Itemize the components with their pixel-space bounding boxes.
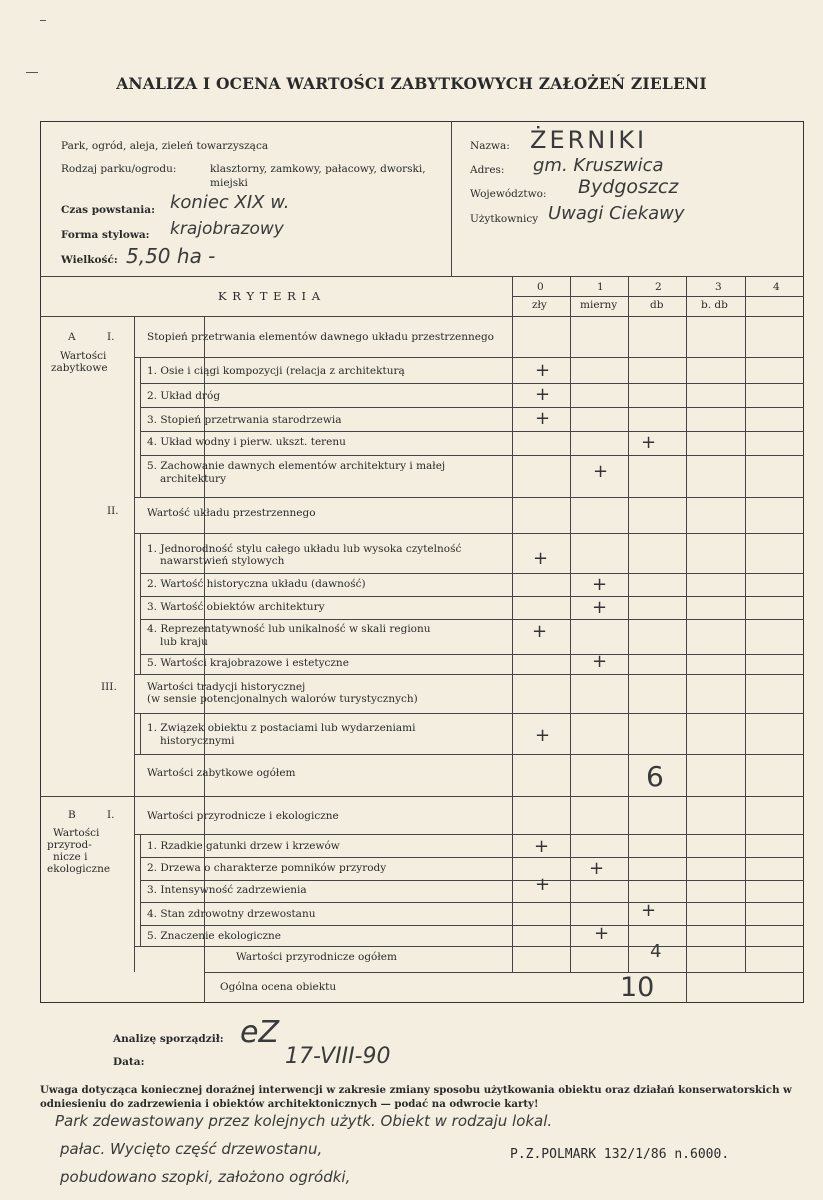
score-col-1-line bbox=[570, 276, 571, 972]
section-a-group1-title: Stopień przetrwania elementów dawnego układu przestrzennego bbox=[147, 331, 494, 343]
section-a-total-value: 6 bbox=[646, 760, 664, 793]
section-a-name-1: Wartości bbox=[60, 350, 107, 362]
czas-value: koniec XIX w. bbox=[170, 192, 290, 213]
criteria-header-bottom bbox=[40, 316, 804, 317]
score-mark: + bbox=[594, 923, 610, 944]
score-mark: + bbox=[592, 597, 608, 618]
row-divider bbox=[140, 383, 804, 384]
uzytkownicy-label: Użytkownicy bbox=[470, 213, 539, 225]
score-mark: + bbox=[532, 621, 548, 642]
overall-label: Ogólna ocena obiektu bbox=[220, 981, 337, 993]
score-mark: + bbox=[535, 725, 551, 746]
section-b-name-3: nicze i bbox=[53, 851, 88, 863]
criteria-header-label: K R Y T E R I A bbox=[218, 289, 322, 303]
rodzaj-label: Rodzaj parku/ogrodu: bbox=[61, 163, 177, 175]
row-divider bbox=[140, 619, 804, 620]
overall-value: 10 bbox=[620, 972, 655, 1003]
section-b-items-line bbox=[140, 834, 141, 946]
a2-row-4-label: 4. Reprezentatywność lub unikalność w skali regionu bbox=[147, 623, 431, 635]
a2-row-5-label: 5. Wartości krajobrazowe i estetyczne bbox=[147, 657, 349, 669]
section-a-group2-title: Wartość układu przestrzennego bbox=[147, 507, 316, 519]
row-divider bbox=[140, 654, 804, 655]
score-mark: + bbox=[535, 408, 551, 429]
section-a-letter: A bbox=[68, 331, 76, 343]
score-mark: + bbox=[535, 360, 551, 381]
wielkosc-value: 5,50 ha - bbox=[126, 244, 216, 268]
section-b-letter: B bbox=[68, 809, 76, 821]
score-mark: + bbox=[535, 384, 551, 405]
section-a-bottom bbox=[40, 796, 804, 797]
section-a-group1-num: I. bbox=[107, 331, 115, 343]
b-row-1-label: 1. Rzadkie gatunki drzew i krzewów bbox=[147, 840, 340, 852]
b-row-2-label: 2. Drzewa o charakterze pomników przyrody bbox=[147, 862, 387, 874]
a3-row-1-label-2: historycznymi bbox=[160, 735, 235, 747]
b-row-4-label: 4. Stan zdrowotny drzewostanu bbox=[147, 908, 316, 920]
group2-bottom bbox=[134, 674, 804, 675]
section-b-total-label: Wartości przyrodnicze ogółem bbox=[236, 951, 397, 963]
score-mark: + bbox=[593, 461, 609, 482]
group3-items-line bbox=[140, 713, 141, 754]
header-divider bbox=[40, 276, 804, 277]
adres-value: gm. Kruszwica bbox=[533, 155, 664, 176]
score-col-2-line bbox=[628, 276, 629, 972]
section-b-name-2: przyrod- bbox=[47, 839, 92, 851]
section-b-num: I. bbox=[107, 809, 115, 821]
score-mark: + bbox=[592, 651, 608, 672]
wojewodztwo-label: Województwo: bbox=[470, 188, 547, 200]
rodzaj-options: klasztorny, zamkowy, pałacowy, dworski, bbox=[210, 163, 426, 175]
col-1-num: 1 bbox=[597, 281, 604, 293]
col-4-num: 4 bbox=[773, 281, 780, 293]
nazwa-label: Nazwa: bbox=[470, 140, 510, 152]
a1-row-1-label: 1. Osie i ciągi kompozycji (relacja z architekturą bbox=[147, 365, 405, 377]
row-divider bbox=[140, 573, 804, 574]
section-b-name-1: Wartości bbox=[53, 827, 100, 839]
group2-items-line bbox=[140, 533, 141, 674]
handwritten-note-1: Park zdewastowany przez kolejnych użytk. Obiekt w rodzaju lokal. bbox=[55, 1112, 553, 1130]
row-divider bbox=[140, 925, 804, 926]
b-row-5-label: 5. Znaczenie ekologiczne bbox=[147, 930, 282, 942]
section-a-total-label: Wartości zabytkowe ogółem bbox=[147, 767, 296, 779]
wojewodztwo-value: Bydgoszcz bbox=[578, 176, 679, 198]
object-type-line: Park, ogród, aleja, zieleń towarzysząca bbox=[61, 140, 269, 152]
section-a-group3-title: Wartości tradycji historycznej bbox=[147, 681, 306, 693]
row-divider bbox=[140, 880, 804, 881]
group3-bottom bbox=[134, 754, 804, 755]
group2-title-bottom bbox=[134, 533, 804, 534]
czas-label: Czas powstania: bbox=[61, 204, 155, 216]
margin-mark bbox=[40, 20, 46, 21]
a2-row-3-label: 3. Wartość obiektów architektury bbox=[147, 601, 325, 613]
row-divider bbox=[140, 902, 804, 903]
a1-row-3-label: 3. Stopień przetrwania starodrzewia bbox=[147, 414, 342, 426]
a2-row-1-label: 1. Jednorodność stylu całego układu lub wysoka czytelność bbox=[147, 543, 462, 555]
col-3-name: b. db bbox=[701, 299, 728, 311]
handwritten-note-2: pałac. Wycięto część drzewostanu, bbox=[60, 1140, 323, 1158]
group3-title-bottom bbox=[134, 713, 804, 714]
section-a-group2-num: II. bbox=[107, 505, 119, 517]
section-b-group-title: Wartości przyrodnicze i ekologiczne bbox=[147, 810, 339, 822]
b-row-3-label: 3. Intensywność zadrzewienia bbox=[147, 884, 307, 896]
data-value: 17-VIII-90 bbox=[285, 1044, 391, 1069]
section-a-group3-num: III. bbox=[101, 681, 117, 693]
a2-row-4-label-2: lub kraju bbox=[160, 636, 208, 648]
print-code: P.Z.POLMARK 132/1/86 n.6000. bbox=[510, 1147, 730, 1162]
form-title: ANALIZA I OCENA WARTOŚCI ZABYTKOWYCH ZAŁOŻEŃ ZIELENI bbox=[116, 74, 707, 93]
group1-bottom bbox=[134, 497, 804, 498]
row-divider bbox=[140, 431, 804, 432]
forma-label: Forma stylowa: bbox=[61, 229, 150, 241]
wielkosc-label: Wielkość: bbox=[61, 254, 118, 266]
group1-title-bottom bbox=[134, 357, 804, 358]
section-b-total-value: 4 bbox=[650, 941, 662, 962]
margin-mark bbox=[26, 72, 38, 73]
row-divider bbox=[140, 857, 804, 858]
a1-row-4-label: 4. Układ wodny i pierw. ukszt. terenu bbox=[147, 436, 346, 448]
intervention-note: Uwaga dotycząca koniecznej doraźnej interwencji w zakresie zmiany sposobu użytkowania obiektu oraz działań konserwatorskich w odniesieniu do zadrzewienia i obiektów architektonicznych — podać na odwrocie karty! bbox=[40, 1084, 792, 1110]
adres-label: Adres: bbox=[470, 164, 505, 176]
a1-row-2-label: 2. Układ dróg bbox=[147, 390, 221, 402]
col-0-name: zły bbox=[532, 299, 547, 311]
col-1-name: mierny bbox=[580, 299, 618, 311]
a3-row-1-label: 1. Związek obiektu z postaciami lub wydarzeniami bbox=[147, 722, 416, 734]
score-mark: + bbox=[641, 900, 657, 921]
row-divider bbox=[140, 407, 804, 408]
header-separator bbox=[451, 121, 452, 276]
score-mark: + bbox=[589, 858, 605, 879]
score-mark: + bbox=[592, 574, 608, 595]
section-b-name-4: ekologiczne bbox=[47, 863, 111, 875]
rodzaj-options-2: miejski bbox=[210, 177, 248, 189]
nazwa-value: ŻERNIKI bbox=[530, 126, 648, 154]
a2-row-1-label-2: nawarstwień stylowych bbox=[160, 555, 285, 567]
score-mark: + bbox=[533, 548, 549, 569]
col-2-num: 2 bbox=[655, 281, 662, 293]
score-mark: + bbox=[535, 874, 551, 895]
score-mark: + bbox=[641, 432, 657, 453]
group1-items-line bbox=[140, 357, 141, 497]
score-col-0-line bbox=[512, 276, 513, 972]
a1-row-5-label-2: architektury bbox=[160, 473, 227, 485]
category-col-line bbox=[134, 316, 135, 972]
forma-value: krajobrazowy bbox=[170, 219, 284, 239]
section-a-group3-title-2: (w sensie potencjonalnych walorów turystycznych) bbox=[147, 693, 418, 705]
a1-row-5-label: 5. Zachowanie dawnych elementów architektury i małej bbox=[147, 460, 446, 472]
data-label: Data: bbox=[113, 1056, 145, 1068]
a2-row-2-label: 2. Wartość historyczna układu (dawność) bbox=[147, 578, 366, 590]
uzytkownicy-value: Uwagi Ciekawy bbox=[548, 203, 685, 224]
section-a-name-2: zabytkowe bbox=[51, 362, 108, 374]
row-divider bbox=[140, 596, 804, 597]
criteria-header-midline bbox=[512, 296, 804, 297]
handwritten-note-3: pobudowano szopki, założono ogródki, bbox=[60, 1168, 351, 1186]
score-col-4-line bbox=[745, 276, 746, 972]
section-b-bottom bbox=[204, 972, 804, 973]
row-divider bbox=[140, 455, 804, 456]
col-3-num: 3 bbox=[715, 281, 722, 293]
score-col-3-line bbox=[686, 276, 687, 1003]
section-b-title-bottom bbox=[134, 834, 804, 835]
analiza-signature: eZ bbox=[240, 1015, 280, 1050]
col-0-num: 0 bbox=[537, 281, 544, 293]
section-b-items-bottom bbox=[134, 946, 804, 947]
col-2-name: db bbox=[650, 299, 664, 311]
analiza-label: Analizę sporządził: bbox=[113, 1033, 224, 1045]
score-mark: + bbox=[534, 836, 550, 857]
